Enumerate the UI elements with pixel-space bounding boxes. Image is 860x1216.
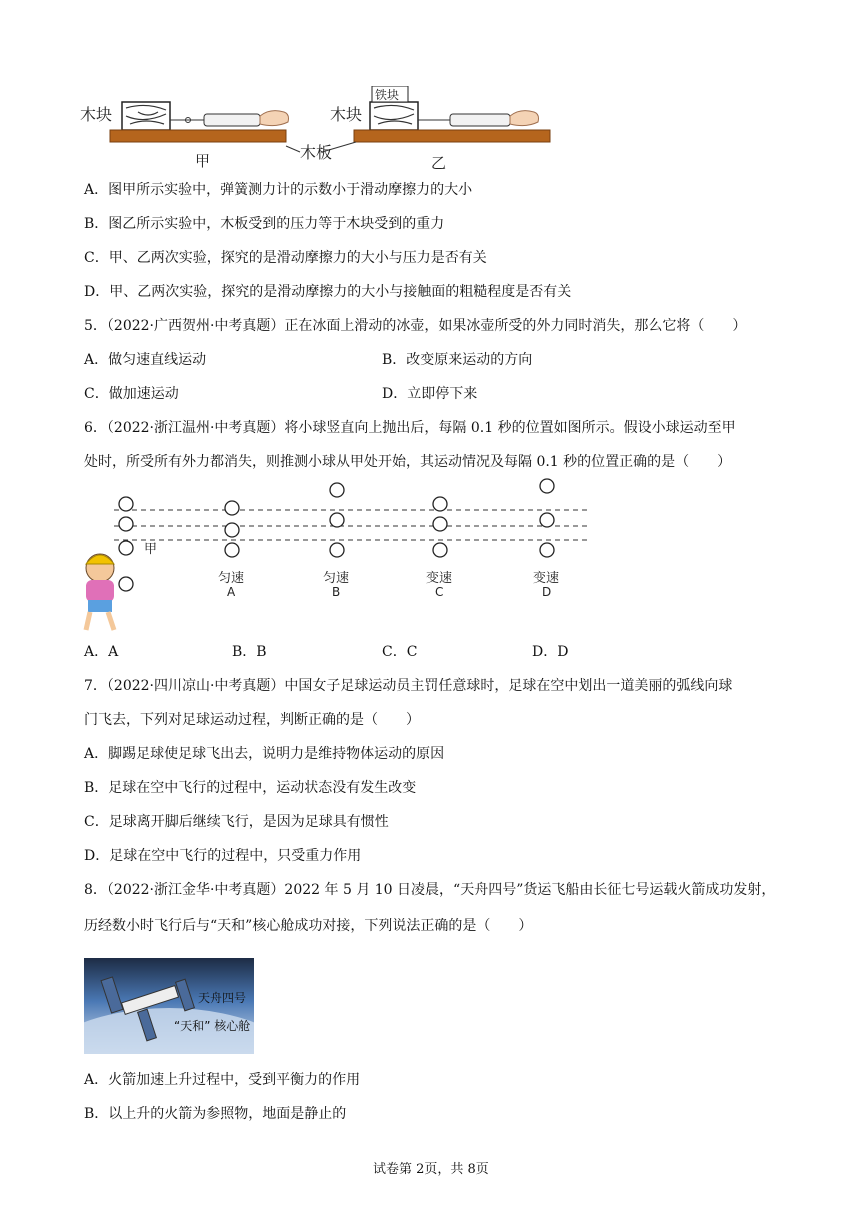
q6-option-c: C．C [382,644,418,660]
option-b-balls [330,483,344,557]
q4-option-b: B．图乙所示实验中，木板受到的压力等于木块受到的重力 [84,216,445,232]
wood-block-label-left: 木块 [80,105,113,124]
q5-option-a: A．做匀速直线运动 [84,352,207,368]
q8-option-a: A．火箭加速上升过程中，受到平衡力的作用 [84,1072,361,1088]
q6-option-b: B．B [232,644,267,660]
jia-marker: 甲 [144,542,158,557]
option-a-label: 匀速 [218,571,245,586]
tianzhou-label: 天舟四号 [198,991,247,1005]
q8-option-b: B．以上升的火箭为参照物，地面是静止的 [84,1106,347,1122]
page-footer: 试卷第 2页，共 8页 [373,1162,489,1177]
option-b-label: 匀速 [323,571,350,586]
wood-block-label-right: 木块 [330,105,363,124]
option-c-balls [433,497,447,557]
friction-experiment-figure [78,86,558,170]
q4-option-c: C．甲、乙两次实验，探究的是滑动摩擦力的大小与压力是否有关 [84,250,487,266]
q4-option-a: A．图甲所示实验中，弹簧测力计的示数小于滑动摩擦力的大小 [84,182,473,198]
q5-option-c: C．做加速运动 [84,386,179,402]
tianhe-label: “天和” 核心舱 [174,1019,251,1033]
space-station-photo [84,958,254,1054]
q7-stem-line1: 7．（2022·四川凉山·中考真题）中国女子足球运动员主罚任意球时，足球在空中划出一道美丽的弧线向球 [84,678,733,694]
caption-jia: 甲 [195,152,211,170]
option-c-letter: C [435,585,444,599]
child-figure [86,554,114,630]
q4-option-d: D．甲、乙两次实验，探究的是滑动摩擦力的大小与接触面的粗糙程度是否有关 [84,284,572,300]
option-d-label: 变速 [533,571,560,586]
q7-option-c: C．足球离开脚后继续飞行，是因为足球具有惯性 [84,814,389,830]
option-a-balls [225,501,239,557]
q5-option-b: B．改变原来运动的方向 [382,352,533,368]
ball-motion-figure [78,474,598,636]
q5-stem: 5．（2022·广西贺州·中考真题）正在冰面上滑动的冰壶，如果冰壶所受的外力同时消失，那么它将（ ） [84,318,747,334]
iron-block-label: 铁块 [375,88,400,102]
q6-option-a: A．A [84,644,119,660]
caption-yi: 乙 [431,154,447,170]
q7-option-b: B．足球在空中飞行的过程中，运动状态没有发生改变 [84,780,417,796]
option-b-letter: B [332,585,341,599]
q7-stem-line2: 门飞去，下列对足球运动过程，判断正确的是（ ） [84,712,420,728]
q7-option-d: D．足球在空中飞行的过程中，只受重力作用 [84,848,362,864]
q8-stem-line2: 历经数小时飞行后与“天和”核心舱成功对接，下列说法正确的是（ ） [84,918,533,934]
q7-option-a: A．脚踢足球使足球飞出去，说明力是维持物体运动的原因 [84,746,445,762]
q6-stem-line2: 处时，所受所有外力都消失，则推测小球从甲处开始，其运动情况及每隔 0.1 秒的位置正确的是（ ） [84,454,732,470]
q5-option-d: D．立即停下来 [382,386,478,402]
thrown-ball-positions [119,497,133,591]
option-d-balls [540,479,554,557]
q6-stem-line1: 6．（2022·浙江温州·中考真题）将小球竖直向上抛出后，每隔 0.1 秒的位置如图所示。假设小球运动至甲 [84,420,736,436]
spring-scale-left [204,114,260,126]
spring-scale-right [450,114,510,126]
board-label: 木板 [300,143,333,162]
q8-stem-line1: 8．（2022·浙江金华·中考真题）2022 年 5 月 10 日凌晨，“天舟四号”货运飞船由长征七号运载火箭成功发射， [84,882,776,898]
board-right [354,130,550,142]
q6-option-d: D．D [532,644,569,660]
board-left [110,130,286,142]
option-d-letter: D [542,585,552,599]
option-c-label: 变速 [426,571,453,586]
option-a-letter: A [227,585,236,599]
